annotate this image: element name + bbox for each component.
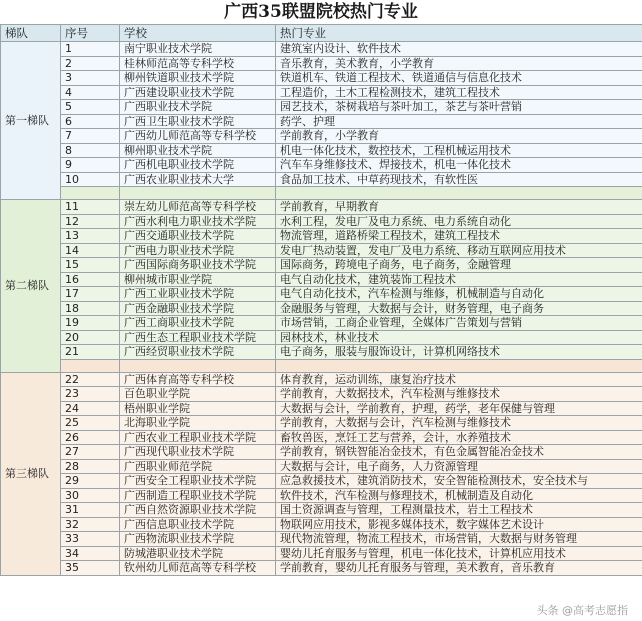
school-name: 防城港职业技术学院 <box>120 546 276 561</box>
header-row <box>1 25 642 42</box>
header-no: 序号 <box>61 25 120 42</box>
table-row <box>1 71 642 86</box>
school-name: 广西农业职业技术大学 <box>120 172 276 187</box>
hot-majors: 电气自动化技术，建筑装饰工程技术 <box>276 272 642 287</box>
hot-majors: 机电一体化技术，数控技术，工程机械运用技术 <box>276 143 642 158</box>
row-number: 23 <box>61 387 120 402</box>
majors-table <box>0 24 642 576</box>
hot-majors: 园艺技术，茶树栽培与茶叶加工，茶艺与茶叶营销 <box>276 100 642 115</box>
hot-majors: 婴幼儿托育服务与管理，机电一体化技术，计算机应用技术 <box>276 546 642 561</box>
row-number: 17 <box>61 287 120 302</box>
table-row <box>1 158 642 173</box>
table-row <box>1 372 642 387</box>
hot-majors: 体育教育，运动训练，康复治疗技术 <box>276 372 642 387</box>
row-number: 35 <box>61 561 120 576</box>
watermark: 头条 @高考志愿指 <box>536 604 628 617</box>
table-row <box>1 330 642 345</box>
row-number: 7 <box>61 129 120 144</box>
table-row <box>1 114 642 129</box>
row-number: 33 <box>61 532 120 547</box>
row-number: 1 <box>61 42 120 57</box>
school-name: 梧州职业学院 <box>120 401 276 416</box>
school-name: 柳州职业技术学院 <box>120 143 276 158</box>
table-row <box>1 258 642 273</box>
row-number: 10 <box>61 172 120 187</box>
spacer-row <box>1 187 642 200</box>
school-name: 广西体育高等专科学校 <box>120 372 276 387</box>
hot-majors: 物联网应用技术，影视多媒体技术，数字媒体艺术设计 <box>276 517 642 532</box>
table-row <box>1 56 642 71</box>
school-name: 百色职业学院 <box>120 387 276 402</box>
row-number: 25 <box>61 416 120 431</box>
row-number: 11 <box>61 200 120 215</box>
school-name: 广西水利电力职业技术学院 <box>120 214 276 229</box>
row-number: 24 <box>61 401 120 416</box>
hot-majors: 电气自动化技术，汽车检测与维修，机械制造与自动化 <box>276 287 642 302</box>
table-row <box>1 445 642 460</box>
header-majors: 热门专业 <box>276 25 642 42</box>
row-number: 8 <box>61 143 120 158</box>
row-number: 34 <box>61 546 120 561</box>
table-row <box>1 229 642 244</box>
row-number: 12 <box>61 214 120 229</box>
spacer-cell <box>120 187 276 200</box>
school-name: 广西建设职业技术学院 <box>120 85 276 100</box>
table-row <box>1 143 642 158</box>
row-number: 29 <box>61 474 120 489</box>
hot-majors: 水利工程，发电厂及电力系统、电力系统自动化 <box>276 214 642 229</box>
hot-majors: 工程造价，土木工程检测技术，建筑工程技术 <box>276 85 642 100</box>
table-row <box>1 172 642 187</box>
school-name: 广西工商职业技术学院 <box>120 316 276 331</box>
school-name: 广西交通职业技术学院 <box>120 229 276 244</box>
table-row <box>1 503 642 518</box>
table-row <box>1 85 642 100</box>
hot-majors: 大数据与会计，电子商务，人力资源管理 <box>276 459 642 474</box>
table-row <box>1 459 642 474</box>
row-number: 3 <box>61 71 120 86</box>
hot-majors: 学前教育，婴幼儿托育服务与管理，美术教育，音乐教育 <box>276 561 642 576</box>
header-tier: 梯队 <box>1 25 61 42</box>
spacer-row <box>1 359 642 372</box>
row-number: 28 <box>61 459 120 474</box>
school-name: 广西幼儿师范高等专科学校 <box>120 129 276 144</box>
row-number: 16 <box>61 272 120 287</box>
table-row <box>1 301 642 316</box>
spacer-cell <box>276 359 642 372</box>
table-row <box>1 532 642 547</box>
table-row <box>1 474 642 489</box>
school-name: 桂林师范高等专科学校 <box>120 56 276 71</box>
tier-label: 第一梯队 <box>1 42 61 200</box>
hot-majors: 软件技术，汽车检测与修理技术，机械制造及自动化 <box>276 488 642 503</box>
hot-majors: 国土资源调查与管理，工程测量技术，岩土工程技术 <box>276 503 642 518</box>
school-name: 广西自然资源职业技术学院 <box>120 503 276 518</box>
school-name: 广西安全工程职业技术学院 <box>120 474 276 489</box>
tier-label: 第三梯队 <box>1 372 61 575</box>
hot-majors: 学前教育，大数据技术，汽车检测与维修技术 <box>276 387 642 402</box>
school-name: 广西农业工程职业技术学院 <box>120 430 276 445</box>
row-number: 30 <box>61 488 120 503</box>
spacer-cell <box>120 359 276 372</box>
school-name: 广西卫生职业技术学院 <box>120 114 276 129</box>
table-row <box>1 214 642 229</box>
hot-majors: 学前教育，小学教育 <box>276 129 642 144</box>
school-name: 广西工业职业技术学院 <box>120 287 276 302</box>
hot-majors: 电子商务，服装与服饰设计，计算机网络技术 <box>276 345 642 360</box>
hot-majors: 现代物流管理，物流工程技术，市场营销，大数据与财务管理 <box>276 532 642 547</box>
school-name: 广西电力职业技术学院 <box>120 243 276 258</box>
school-name: 广西职业师范学院 <box>120 459 276 474</box>
table-row <box>1 401 642 416</box>
row-number: 6 <box>61 114 120 129</box>
table-row <box>1 287 642 302</box>
row-number: 19 <box>61 316 120 331</box>
header-school: 学校 <box>120 25 276 42</box>
hot-majors: 园林技术，林业技术 <box>276 330 642 345</box>
table-row <box>1 100 642 115</box>
hot-majors: 食品加工技术、中草药现技术，有软性医 <box>276 172 642 187</box>
row-number: 9 <box>61 158 120 173</box>
school-name: 广西国际商务职业技术学院 <box>120 258 276 273</box>
hot-majors: 畜牧兽医，烹饪工艺与营养，会计，水养殖技术 <box>276 430 642 445</box>
row-number: 20 <box>61 330 120 345</box>
table-body <box>1 42 642 576</box>
school-name: 广西制造工程职业技术学院 <box>120 488 276 503</box>
spacer-cell <box>61 359 120 372</box>
table-row <box>1 488 642 503</box>
row-number: 15 <box>61 258 120 273</box>
hot-majors: 物流管理，道路桥梁工程技术，建筑工程技术 <box>276 229 642 244</box>
table-row <box>1 430 642 445</box>
row-number: 13 <box>61 229 120 244</box>
row-number: 5 <box>61 100 120 115</box>
hot-majors: 学前教育，早期教育 <box>276 200 642 215</box>
row-number: 4 <box>61 85 120 100</box>
tier-label: 第二梯队 <box>1 200 61 373</box>
school-name: 崇左幼儿师范高等专科学校 <box>120 200 276 215</box>
table-row <box>1 517 642 532</box>
hot-majors: 汽车车身维修技术、焊接技术，机电一体化技术 <box>276 158 642 173</box>
row-number: 2 <box>61 56 120 71</box>
school-name: 柳州城市职业学院 <box>120 272 276 287</box>
hot-majors: 金融服务与管理，大数据与会计，财务管理，电子商务 <box>276 301 642 316</box>
table-row <box>1 272 642 287</box>
table-row <box>1 243 642 258</box>
school-name: 广西职业技术学院 <box>120 100 276 115</box>
row-number: 14 <box>61 243 120 258</box>
table-title: 广西35联盟院校热门专业 <box>224 2 418 22</box>
school-name: 北海职业学院 <box>120 416 276 431</box>
hot-majors: 学前教育，大数据与会计，汽车检测与维修技术 <box>276 416 642 431</box>
school-name: 广西现代职业技术学院 <box>120 445 276 460</box>
hot-majors: 学前教育，钢铁智能冶金技术，有色金属智能冶金技术 <box>276 445 642 460</box>
school-name: 广西生态工程职业技术学院 <box>120 330 276 345</box>
school-name: 钦州幼儿师范高等专科学校 <box>120 561 276 576</box>
school-name: 广西金融职业技术学院 <box>120 301 276 316</box>
row-number: 18 <box>61 301 120 316</box>
hot-majors: 建筑室内设计、软件技术 <box>276 42 642 57</box>
hot-majors: 国际商务，跨境电子商务，电子商务，金融管理 <box>276 258 642 273</box>
school-name: 广西信息职业技术学院 <box>120 517 276 532</box>
row-number: 21 <box>61 345 120 360</box>
table-row <box>1 561 642 576</box>
hot-majors: 市场营销，工商企业管理，全媒体广告策划与营销 <box>276 316 642 331</box>
school-name: 广西机电职业技术学院 <box>120 158 276 173</box>
school-name: 广西经贸职业技术学院 <box>120 345 276 360</box>
spacer-cell <box>61 187 120 200</box>
school-name: 广西物流职业技术学院 <box>120 532 276 547</box>
hot-majors: 发电厂热动装置，发电厂及电力系统、移动互联网应用技术 <box>276 243 642 258</box>
table-row <box>1 316 642 331</box>
hot-majors: 应急救援技术，建筑消防技术，安全智能检测技术，安全技术与 <box>276 474 642 489</box>
row-number: 32 <box>61 517 120 532</box>
spacer-cell <box>276 187 642 200</box>
table-row <box>1 200 642 215</box>
row-number: 27 <box>61 445 120 460</box>
row-number: 31 <box>61 503 120 518</box>
row-number: 22 <box>61 372 120 387</box>
table-row <box>1 416 642 431</box>
hot-majors: 铁道机车、铁道工程技术、铁道通信与信息化技术 <box>276 71 642 86</box>
table-row <box>1 42 642 57</box>
hot-majors: 大数据与会计，学前教育，护理，药学，老年保健与管理 <box>276 401 642 416</box>
school-name: 柳州铁道职业技术学院 <box>120 71 276 86</box>
school-name: 南宁职业技术学院 <box>120 42 276 57</box>
table-row <box>1 546 642 561</box>
table-row <box>1 129 642 144</box>
table-row <box>1 345 642 360</box>
hot-majors: 药学、护理 <box>276 114 642 129</box>
row-number: 26 <box>61 430 120 445</box>
table-row <box>1 387 642 402</box>
hot-majors: 音乐教育，美术教育，小学教育 <box>276 56 642 71</box>
